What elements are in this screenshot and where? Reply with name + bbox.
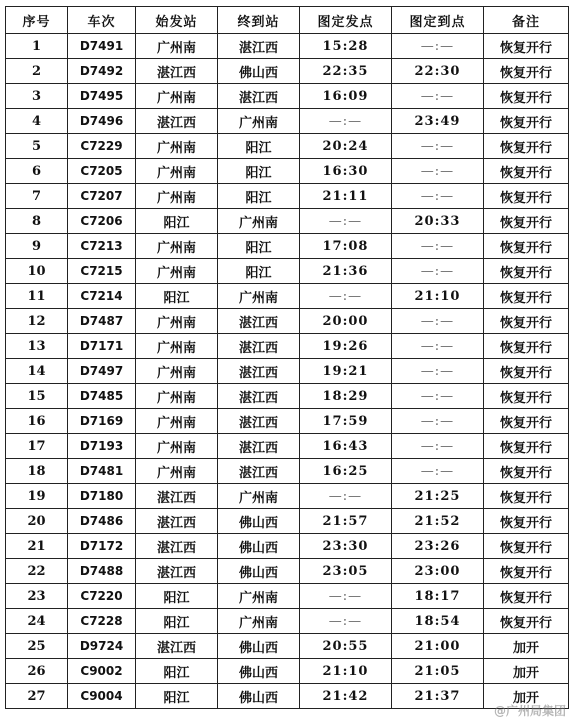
- table-body: [6, 34, 569, 709]
- index-cell: 1: [6, 34, 68, 59]
- arrival-cell: —:—: [392, 159, 484, 184]
- train-number-cell: D7486: [68, 509, 136, 534]
- table-row: [6, 434, 569, 459]
- arrival-cell: —:—: [392, 34, 484, 59]
- table-row: [6, 334, 569, 359]
- watermark: @广州局集团: [493, 704, 566, 718]
- train-number-cell: C7214: [68, 284, 136, 309]
- index-cell: 8: [6, 209, 68, 234]
- origin-cell: 湛江西: [136, 484, 218, 509]
- arrival-cell: 18:17: [392, 584, 484, 609]
- departure-cell: 20:00: [300, 309, 392, 334]
- header-row: [6, 7, 569, 34]
- train-number-cell: C9004: [68, 684, 136, 709]
- departure-cell: 16:30: [300, 159, 392, 184]
- remark-cell: 恢复开行: [484, 484, 569, 509]
- arrival-cell: 23:00: [392, 559, 484, 584]
- index-cell: 7: [6, 184, 68, 209]
- train-number-cell: D7169: [68, 409, 136, 434]
- index-cell: 15: [6, 384, 68, 409]
- origin-cell: 阳江: [136, 684, 218, 709]
- arrival-cell: 21:10: [392, 284, 484, 309]
- destination-cell: 湛江西: [218, 359, 300, 384]
- remark-cell: 加开: [484, 634, 569, 659]
- train-number-cell: D7171: [68, 334, 136, 359]
- arrival-cell: —:—: [392, 184, 484, 209]
- origin-cell: 广州南: [136, 384, 218, 409]
- departure-cell: 21:36: [300, 259, 392, 284]
- index-cell: 21: [6, 534, 68, 559]
- departure-cell: 20:55: [300, 634, 392, 659]
- remark-cell: 恢复开行: [484, 409, 569, 434]
- departure-cell: 19:26: [300, 334, 392, 359]
- origin-cell: 阳江: [136, 609, 218, 634]
- arrival-cell: —:—: [392, 459, 484, 484]
- table-row: [6, 84, 569, 109]
- destination-cell: 广州南: [218, 584, 300, 609]
- departure-cell: 16:09: [300, 84, 392, 109]
- arrival-cell: 23:49: [392, 109, 484, 134]
- header-destination-station: 终到站: [218, 7, 300, 34]
- header-remarks: 备注: [484, 7, 569, 34]
- origin-cell: 湛江西: [136, 634, 218, 659]
- index-cell: 6: [6, 159, 68, 184]
- destination-cell: 阳江: [218, 159, 300, 184]
- index-cell: 13: [6, 334, 68, 359]
- origin-cell: 湛江西: [136, 109, 218, 134]
- index-cell: 16: [6, 409, 68, 434]
- index-cell: 27: [6, 684, 68, 709]
- departure-cell: —:—: [300, 484, 392, 509]
- departure-cell: 16:43: [300, 434, 392, 459]
- train-number-cell: C7220: [68, 584, 136, 609]
- origin-cell: 广州南: [136, 309, 218, 334]
- header-origin-station: 始发站: [136, 7, 218, 34]
- destination-cell: 湛江西: [218, 34, 300, 59]
- origin-cell: 广州南: [136, 234, 218, 259]
- table-row: [6, 634, 569, 659]
- departure-cell: 21:10: [300, 659, 392, 684]
- origin-cell: 广州南: [136, 34, 218, 59]
- remark-cell: 恢复开行: [484, 334, 569, 359]
- remark-cell: 恢复开行: [484, 284, 569, 309]
- train-number-cell: D7487: [68, 309, 136, 334]
- index-cell: 22: [6, 559, 68, 584]
- train-number-cell: D7495: [68, 84, 136, 109]
- remark-cell: 恢复开行: [484, 309, 569, 334]
- arrival-cell: —:—: [392, 84, 484, 109]
- index-cell: 3: [6, 84, 68, 109]
- destination-cell: 湛江西: [218, 409, 300, 434]
- arrival-cell: —:—: [392, 309, 484, 334]
- departure-cell: 17:08: [300, 234, 392, 259]
- destination-cell: 佛山西: [218, 509, 300, 534]
- remark-cell: 恢复开行: [484, 259, 569, 284]
- arrival-cell: —:—: [392, 234, 484, 259]
- destination-cell: 湛江西: [218, 459, 300, 484]
- table-row: [6, 134, 569, 159]
- arrival-cell: 21:37: [392, 684, 484, 709]
- remark-cell: 恢复开行: [484, 359, 569, 384]
- destination-cell: 广州南: [218, 484, 300, 509]
- arrival-cell: 23:26: [392, 534, 484, 559]
- arrival-cell: 21:05: [392, 659, 484, 684]
- index-cell: 5: [6, 134, 68, 159]
- arrival-cell: —:—: [392, 384, 484, 409]
- train-number-cell: D7488: [68, 559, 136, 584]
- remark-cell: 恢复开行: [484, 384, 569, 409]
- destination-cell: 广州南: [218, 209, 300, 234]
- destination-cell: 佛山西: [218, 559, 300, 584]
- index-cell: 19: [6, 484, 68, 509]
- destination-cell: 阳江: [218, 184, 300, 209]
- departure-cell: 23:30: [300, 534, 392, 559]
- arrival-cell: 20:33: [392, 209, 484, 234]
- arrival-cell: 21:52: [392, 509, 484, 534]
- header-train-number: 车次: [68, 7, 136, 34]
- train-number-cell: D7172: [68, 534, 136, 559]
- destination-cell: 阳江: [218, 134, 300, 159]
- arrival-cell: —:—: [392, 359, 484, 384]
- origin-cell: 广州南: [136, 159, 218, 184]
- departure-cell: 20:24: [300, 134, 392, 159]
- destination-cell: 佛山西: [218, 684, 300, 709]
- destination-cell: 佛山西: [218, 659, 300, 684]
- origin-cell: 广州南: [136, 459, 218, 484]
- header-arrival-time: 图定到点: [392, 7, 484, 34]
- departure-cell: 21:42: [300, 684, 392, 709]
- destination-cell: 阳江: [218, 234, 300, 259]
- index-cell: 17: [6, 434, 68, 459]
- arrival-cell: —:—: [392, 259, 484, 284]
- table-row: [6, 109, 569, 134]
- index-cell: 12: [6, 309, 68, 334]
- remark-cell: 恢复开行: [484, 234, 569, 259]
- departure-cell: —:—: [300, 609, 392, 634]
- train-number-cell: D9724: [68, 634, 136, 659]
- header-departure-time: 图定发点: [300, 7, 392, 34]
- departure-cell: 21:57: [300, 509, 392, 534]
- train-number-cell: C7207: [68, 184, 136, 209]
- departure-cell: —:—: [300, 109, 392, 134]
- departure-cell: —:—: [300, 584, 392, 609]
- table-row: [6, 409, 569, 434]
- destination-cell: 佛山西: [218, 534, 300, 559]
- departure-cell: —:—: [300, 209, 392, 234]
- index-cell: 23: [6, 584, 68, 609]
- train-number-cell: D7485: [68, 384, 136, 409]
- train-number-cell: D7497: [68, 359, 136, 384]
- destination-cell: 广州南: [218, 109, 300, 134]
- table-row: [6, 684, 569, 709]
- index-cell: 4: [6, 109, 68, 134]
- remark-cell: 恢复开行: [484, 84, 569, 109]
- table-row: [6, 534, 569, 559]
- origin-cell: 湛江西: [136, 534, 218, 559]
- departure-cell: —:—: [300, 284, 392, 309]
- remark-cell: 恢复开行: [484, 534, 569, 559]
- remark-cell: 恢复开行: [484, 509, 569, 534]
- departure-cell: 19:21: [300, 359, 392, 384]
- departure-cell: 16:25: [300, 459, 392, 484]
- train-number-cell: C7215: [68, 259, 136, 284]
- index-cell: 10: [6, 259, 68, 284]
- arrival-cell: —:—: [392, 434, 484, 459]
- train-number-cell: C7229: [68, 134, 136, 159]
- table-row: [6, 609, 569, 634]
- train-schedule-table: [5, 6, 569, 709]
- destination-cell: 佛山西: [218, 59, 300, 84]
- header-index: 序号: [6, 7, 68, 34]
- origin-cell: 广州南: [136, 409, 218, 434]
- index-cell: 25: [6, 634, 68, 659]
- remark-cell: 加开: [484, 659, 569, 684]
- departure-cell: 22:35: [300, 59, 392, 84]
- arrival-cell: 18:54: [392, 609, 484, 634]
- arrival-cell: —:—: [392, 409, 484, 434]
- origin-cell: 广州南: [136, 259, 218, 284]
- departure-cell: 15:28: [300, 34, 392, 59]
- train-number-cell: C7205: [68, 159, 136, 184]
- remark-cell: 加开: [484, 684, 569, 709]
- remark-cell: 恢复开行: [484, 609, 569, 634]
- table-row: [6, 184, 569, 209]
- origin-cell: 湛江西: [136, 559, 218, 584]
- index-cell: 2: [6, 59, 68, 84]
- train-number-cell: C9002: [68, 659, 136, 684]
- train-number-cell: D7193: [68, 434, 136, 459]
- arrival-cell: 21:25: [392, 484, 484, 509]
- destination-cell: 湛江西: [218, 434, 300, 459]
- index-cell: 26: [6, 659, 68, 684]
- index-cell: 14: [6, 359, 68, 384]
- origin-cell: 广州南: [136, 434, 218, 459]
- departure-cell: 23:05: [300, 559, 392, 584]
- table-row: [6, 459, 569, 484]
- remark-cell: 恢复开行: [484, 34, 569, 59]
- index-cell: 18: [6, 459, 68, 484]
- remark-cell: 恢复开行: [484, 159, 569, 184]
- table-row: [6, 359, 569, 384]
- remark-cell: 恢复开行: [484, 109, 569, 134]
- train-number-cell: D7481: [68, 459, 136, 484]
- origin-cell: 湛江西: [136, 509, 218, 534]
- remark-cell: 恢复开行: [484, 559, 569, 584]
- destination-cell: 佛山西: [218, 634, 300, 659]
- remark-cell: 恢复开行: [484, 209, 569, 234]
- destination-cell: 湛江西: [218, 84, 300, 109]
- remark-cell: 恢复开行: [484, 434, 569, 459]
- train-number-cell: D7492: [68, 59, 136, 84]
- origin-cell: 广州南: [136, 359, 218, 384]
- index-cell: 9: [6, 234, 68, 259]
- remark-cell: 恢复开行: [484, 59, 569, 84]
- table-row: [6, 209, 569, 234]
- remark-cell: 恢复开行: [484, 184, 569, 209]
- departure-cell: 18:29: [300, 384, 392, 409]
- table-row: [6, 309, 569, 334]
- index-cell: 20: [6, 509, 68, 534]
- remark-cell: 恢复开行: [484, 134, 569, 159]
- train-number-cell: D7491: [68, 34, 136, 59]
- destination-cell: 广州南: [218, 284, 300, 309]
- train-number-cell: C7228: [68, 609, 136, 634]
- arrival-cell: —:—: [392, 134, 484, 159]
- origin-cell: 广州南: [136, 84, 218, 109]
- table-row: [6, 234, 569, 259]
- origin-cell: 广州南: [136, 134, 218, 159]
- table-row: [6, 159, 569, 184]
- origin-cell: 阳江: [136, 659, 218, 684]
- arrival-cell: —:—: [392, 334, 484, 359]
- arrival-cell: 21:00: [392, 634, 484, 659]
- table-row: [6, 259, 569, 284]
- destination-cell: 广州南: [218, 609, 300, 634]
- table-row: [6, 559, 569, 584]
- table-row: [6, 59, 569, 84]
- origin-cell: 湛江西: [136, 59, 218, 84]
- table-row: [6, 284, 569, 309]
- table-row: [6, 659, 569, 684]
- destination-cell: 湛江西: [218, 309, 300, 334]
- origin-cell: 阳江: [136, 209, 218, 234]
- table-row: [6, 484, 569, 509]
- departure-cell: 21:11: [300, 184, 392, 209]
- destination-cell: 阳江: [218, 259, 300, 284]
- index-cell: 24: [6, 609, 68, 634]
- table-row: [6, 584, 569, 609]
- table-row: [6, 34, 569, 59]
- destination-cell: 湛江西: [218, 384, 300, 409]
- origin-cell: 广州南: [136, 184, 218, 209]
- train-number-cell: C7206: [68, 209, 136, 234]
- train-number-cell: D7496: [68, 109, 136, 134]
- index-cell: 11: [6, 284, 68, 309]
- departure-cell: 17:59: [300, 409, 392, 434]
- arrival-cell: 22:30: [392, 59, 484, 84]
- train-number-cell: D7180: [68, 484, 136, 509]
- origin-cell: 阳江: [136, 284, 218, 309]
- table-row: [6, 384, 569, 409]
- train-number-cell: C7213: [68, 234, 136, 259]
- origin-cell: 广州南: [136, 334, 218, 359]
- remark-cell: 恢复开行: [484, 459, 569, 484]
- destination-cell: 湛江西: [218, 334, 300, 359]
- remark-cell: 恢复开行: [484, 584, 569, 609]
- table-row: [6, 509, 569, 534]
- origin-cell: 阳江: [136, 584, 218, 609]
